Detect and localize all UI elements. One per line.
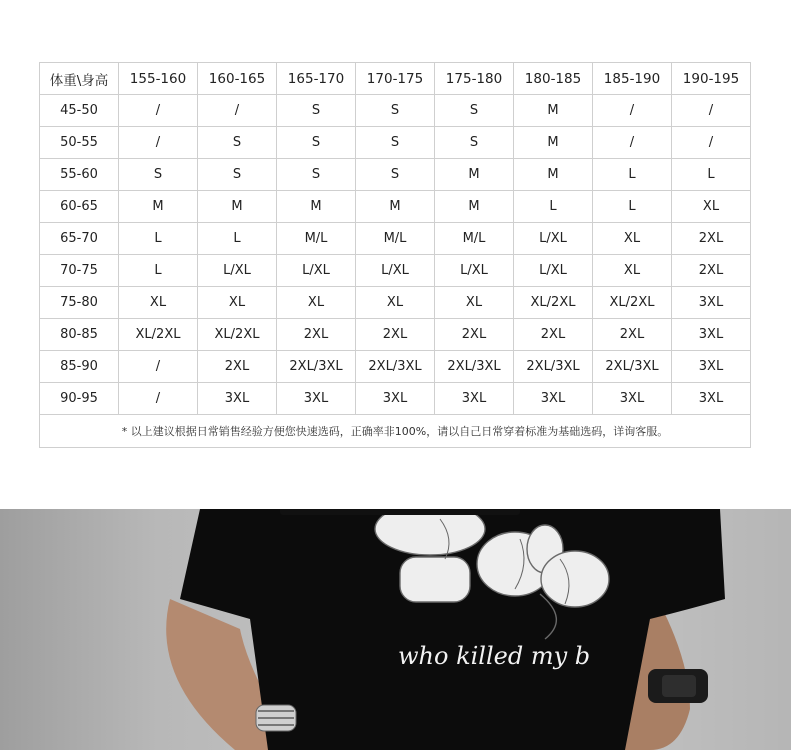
size-cell: L [514, 191, 593, 223]
size-cell: 2XL/3XL [435, 351, 514, 383]
size-cell: 3XL [593, 383, 672, 415]
shirt-top-edge [280, 509, 520, 515]
size-note: * 以上建议根据日常销售经验方便您快速选码，正确率非100%，请以自己日常穿着标准为基础选码，详询客服。 [40, 415, 751, 448]
size-cell: / [119, 95, 198, 127]
weight-cell: 50-55 [40, 127, 119, 159]
size-cell: 2XL [514, 319, 593, 351]
height-header: 170-175 [356, 63, 435, 95]
height-header: 190-195 [672, 63, 751, 95]
table-row [40, 319, 751, 351]
size-cell: S [356, 127, 435, 159]
size-cell: M [435, 191, 514, 223]
size-cell: XL/2XL [514, 287, 593, 319]
weight-cell: 55-60 [40, 159, 119, 191]
size-cell: 2XL [435, 319, 514, 351]
size-cell: / [593, 95, 672, 127]
size-chart-table [39, 62, 751, 448]
size-cell: 3XL [198, 383, 277, 415]
size-cell: 3XL [672, 351, 751, 383]
size-cell: / [119, 127, 198, 159]
size-cell: L/XL [435, 255, 514, 287]
size-cell: XL [593, 255, 672, 287]
weight-cell: 90-95 [40, 383, 119, 415]
height-header: 160-165 [198, 63, 277, 95]
table-row [40, 255, 751, 287]
size-cell: L [119, 223, 198, 255]
size-cell: / [672, 127, 751, 159]
wristwatch [648, 669, 708, 703]
weight-cell: 80-85 [40, 319, 119, 351]
size-cell: M [277, 191, 356, 223]
size-cell: S [119, 159, 198, 191]
size-cell: XL [198, 287, 277, 319]
bracelet [256, 705, 296, 731]
size-cell: XL [593, 223, 672, 255]
size-cell: L/XL [198, 255, 277, 287]
weight-cell: 75-80 [40, 287, 119, 319]
table-row [40, 383, 751, 415]
weight-cell: 65-70 [40, 223, 119, 255]
size-cell: 3XL [514, 383, 593, 415]
size-cell: XL [277, 287, 356, 319]
size-cell: XL/2XL [119, 319, 198, 351]
table-row [40, 351, 751, 383]
size-cell: 2XL/3XL [277, 351, 356, 383]
size-cell: 2XL [672, 223, 751, 255]
size-cell: 2XL/3XL [514, 351, 593, 383]
size-cell: / [593, 127, 672, 159]
size-cell: 2XL/3XL [356, 351, 435, 383]
size-cell: / [119, 383, 198, 415]
size-cell: M [119, 191, 198, 223]
table-row [40, 287, 751, 319]
size-cell: S [435, 127, 514, 159]
size-cell: L/XL [277, 255, 356, 287]
size-cell: 2XL [593, 319, 672, 351]
size-cell: XL/2XL [593, 287, 672, 319]
height-header: 185-190 [593, 63, 672, 95]
size-cell: / [198, 95, 277, 127]
size-cell: 2XL [672, 255, 751, 287]
size-cell: S [356, 95, 435, 127]
weight-cell: 45-50 [40, 95, 119, 127]
size-cell: 2XL [198, 351, 277, 383]
weight-cell: 70-75 [40, 255, 119, 287]
size-cell: S [435, 95, 514, 127]
size-cell: 2XL [277, 319, 356, 351]
size-cell: 3XL [435, 383, 514, 415]
size-cell: M/L [277, 223, 356, 255]
size-cell: L/XL [514, 223, 593, 255]
size-cell: 2XL [356, 319, 435, 351]
table-header-row [40, 63, 751, 95]
size-cell: M [514, 127, 593, 159]
product-photo [0, 509, 791, 750]
height-header: 180-185 [514, 63, 593, 95]
size-cell: M [514, 159, 593, 191]
size-cell: L/XL [356, 255, 435, 287]
size-cell: M/L [435, 223, 514, 255]
shirt-print-text: who killed my b [398, 642, 591, 670]
size-cell: XL/2XL [198, 319, 277, 351]
size-cell: M [356, 191, 435, 223]
corner-header: 体重\身高 [40, 63, 119, 95]
table-row [40, 159, 751, 191]
size-cell: XL [119, 287, 198, 319]
size-cell: S [198, 159, 277, 191]
weight-cell: 60-65 [40, 191, 119, 223]
table-row [40, 95, 751, 127]
size-cell: M/L [356, 223, 435, 255]
model-illustration [0, 509, 791, 750]
size-cell: XL [672, 191, 751, 223]
height-header: 175-180 [435, 63, 514, 95]
size-cell: S [277, 95, 356, 127]
size-cell: 3XL [356, 383, 435, 415]
size-cell: M [435, 159, 514, 191]
size-cell: S [198, 127, 277, 159]
size-cell: / [672, 95, 751, 127]
size-cell: L [672, 159, 751, 191]
table-row [40, 223, 751, 255]
size-cell: XL [435, 287, 514, 319]
size-cell: L [593, 159, 672, 191]
size-cell: 3XL [672, 383, 751, 415]
size-cell: L [119, 255, 198, 287]
table-row [40, 191, 751, 223]
size-cell: 3XL [277, 383, 356, 415]
size-cell: / [119, 351, 198, 383]
table-row [40, 127, 751, 159]
size-cell: M [514, 95, 593, 127]
height-header: 165-170 [277, 63, 356, 95]
note-row [40, 415, 751, 448]
size-cell: XL [356, 287, 435, 319]
size-cell: L [593, 191, 672, 223]
size-cell: M [198, 191, 277, 223]
size-cell: 3XL [672, 287, 751, 319]
size-cell: 3XL [672, 319, 751, 351]
size-cell: S [277, 127, 356, 159]
size-cell: S [277, 159, 356, 191]
height-header: 155-160 [119, 63, 198, 95]
weight-cell: 85-90 [40, 351, 119, 383]
size-cell: S [356, 159, 435, 191]
size-cell: 2XL/3XL [593, 351, 672, 383]
size-cell: L/XL [514, 255, 593, 287]
size-cell: L [198, 223, 277, 255]
